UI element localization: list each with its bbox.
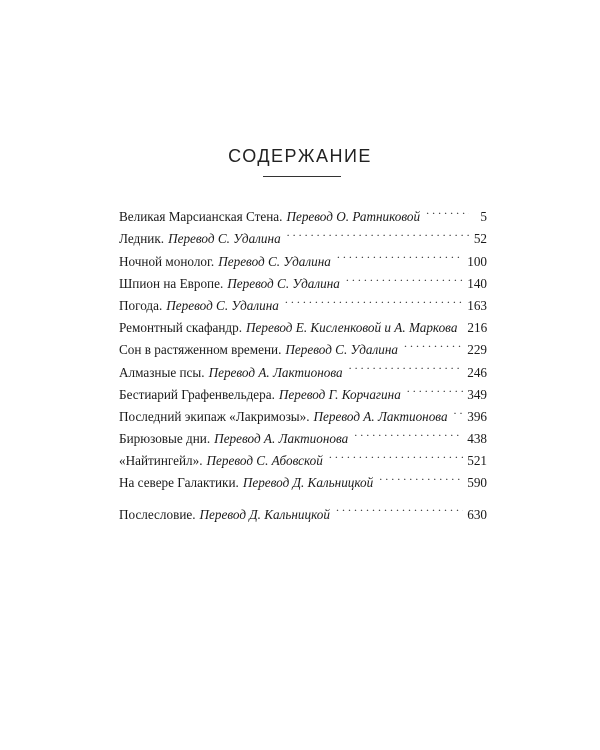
entry-page-number: 163 bbox=[467, 297, 487, 313]
toc-entry[interactable] bbox=[119, 199, 487, 225]
entry-translator: Перевод О. Ратниковой bbox=[286, 209, 421, 225]
entry-page-number: 590 bbox=[467, 475, 487, 491]
dot-leader bbox=[336, 496, 463, 518]
entry-title: Алмазные псы. bbox=[119, 364, 205, 380]
entry-title: Великая Марсианская Стена. bbox=[119, 209, 283, 225]
entry-page-number: 521 bbox=[467, 453, 487, 469]
entry-translator: Перевод С. Абовской bbox=[206, 453, 323, 469]
entry-page-number: 438 bbox=[467, 431, 487, 447]
entry-title: Последний экипаж «Лакримозы». bbox=[119, 408, 310, 424]
table-of-contents bbox=[119, 199, 488, 522]
entry-title: Бестиарий Графенвельдера. bbox=[119, 386, 275, 402]
entry-translator: Перевод А. Лактионова bbox=[214, 431, 349, 447]
dot-leader bbox=[287, 221, 469, 243]
entry-page-number: 100 bbox=[467, 253, 487, 269]
dot-leader bbox=[426, 199, 469, 221]
entry-title: Погода. bbox=[119, 297, 163, 313]
entry-page-number: 396 bbox=[467, 408, 487, 424]
entry-page-number: 140 bbox=[467, 275, 487, 291]
dot-leader bbox=[349, 354, 464, 376]
entry-title: На севере Галактики. bbox=[119, 475, 239, 491]
dot-leader bbox=[404, 332, 463, 354]
dot-leader bbox=[407, 377, 463, 399]
entry-translator: Перевод А. Лактионова bbox=[313, 408, 448, 424]
dot-leader bbox=[346, 266, 463, 288]
entry-translator: Перевод А. Лактионова bbox=[208, 364, 343, 380]
entry-translator: Перевод С. Удалина bbox=[168, 231, 281, 247]
title-underline bbox=[263, 176, 341, 177]
entry-translator: Перевод С. Удалина bbox=[227, 275, 340, 291]
dot-leader bbox=[329, 443, 463, 465]
entry-page-number: 216 bbox=[467, 320, 488, 336]
entry-title: Ледник. bbox=[119, 231, 165, 247]
dot-leader bbox=[285, 288, 463, 310]
entry-page-number: 630 bbox=[467, 506, 487, 522]
entry-page-number: 246 bbox=[467, 364, 487, 380]
page-title: СОДЕРЖАНИЕ bbox=[228, 146, 372, 166]
entry-title: Ночной монолог. bbox=[119, 253, 215, 269]
entry-title: «Найтингейл». bbox=[119, 453, 203, 469]
entry-page-number: 229 bbox=[467, 342, 487, 358]
entry-page-number: 349 bbox=[467, 386, 487, 402]
entry-title: Бирюзовые дни. bbox=[119, 431, 211, 447]
entry-page-number: 5 bbox=[480, 209, 487, 225]
entry-page-number: 52 bbox=[473, 231, 487, 247]
entry-translator: Перевод С. Удалина bbox=[218, 253, 331, 269]
toc-entry-afterword[interactable] bbox=[119, 496, 487, 522]
entry-translator: Перевод Г. Корчагина bbox=[278, 386, 401, 402]
entry-translator: Перевод С. Удалина bbox=[166, 297, 279, 313]
dot-leader bbox=[337, 243, 463, 265]
entry-title: Сон в растяженном времени. bbox=[119, 342, 282, 358]
entry-translator: Перевод Д. Кальницкой bbox=[242, 475, 374, 491]
entry-translator: Перевод С. Удалина bbox=[285, 342, 399, 358]
dot-leader bbox=[354, 421, 463, 443]
entry-translator: Перевод Д. Кальницкой bbox=[199, 506, 330, 522]
dot-leader bbox=[379, 465, 463, 487]
entry-translator: Перевод Е. Кисленковой и А. Маркова bbox=[246, 320, 458, 336]
entry-title: Шпион на Европе. bbox=[119, 275, 224, 291]
entry-title: Послесловие. bbox=[119, 506, 196, 522]
dot-leader bbox=[454, 399, 464, 421]
entry-title: Ремонтный скафандр. bbox=[119, 320, 243, 336]
